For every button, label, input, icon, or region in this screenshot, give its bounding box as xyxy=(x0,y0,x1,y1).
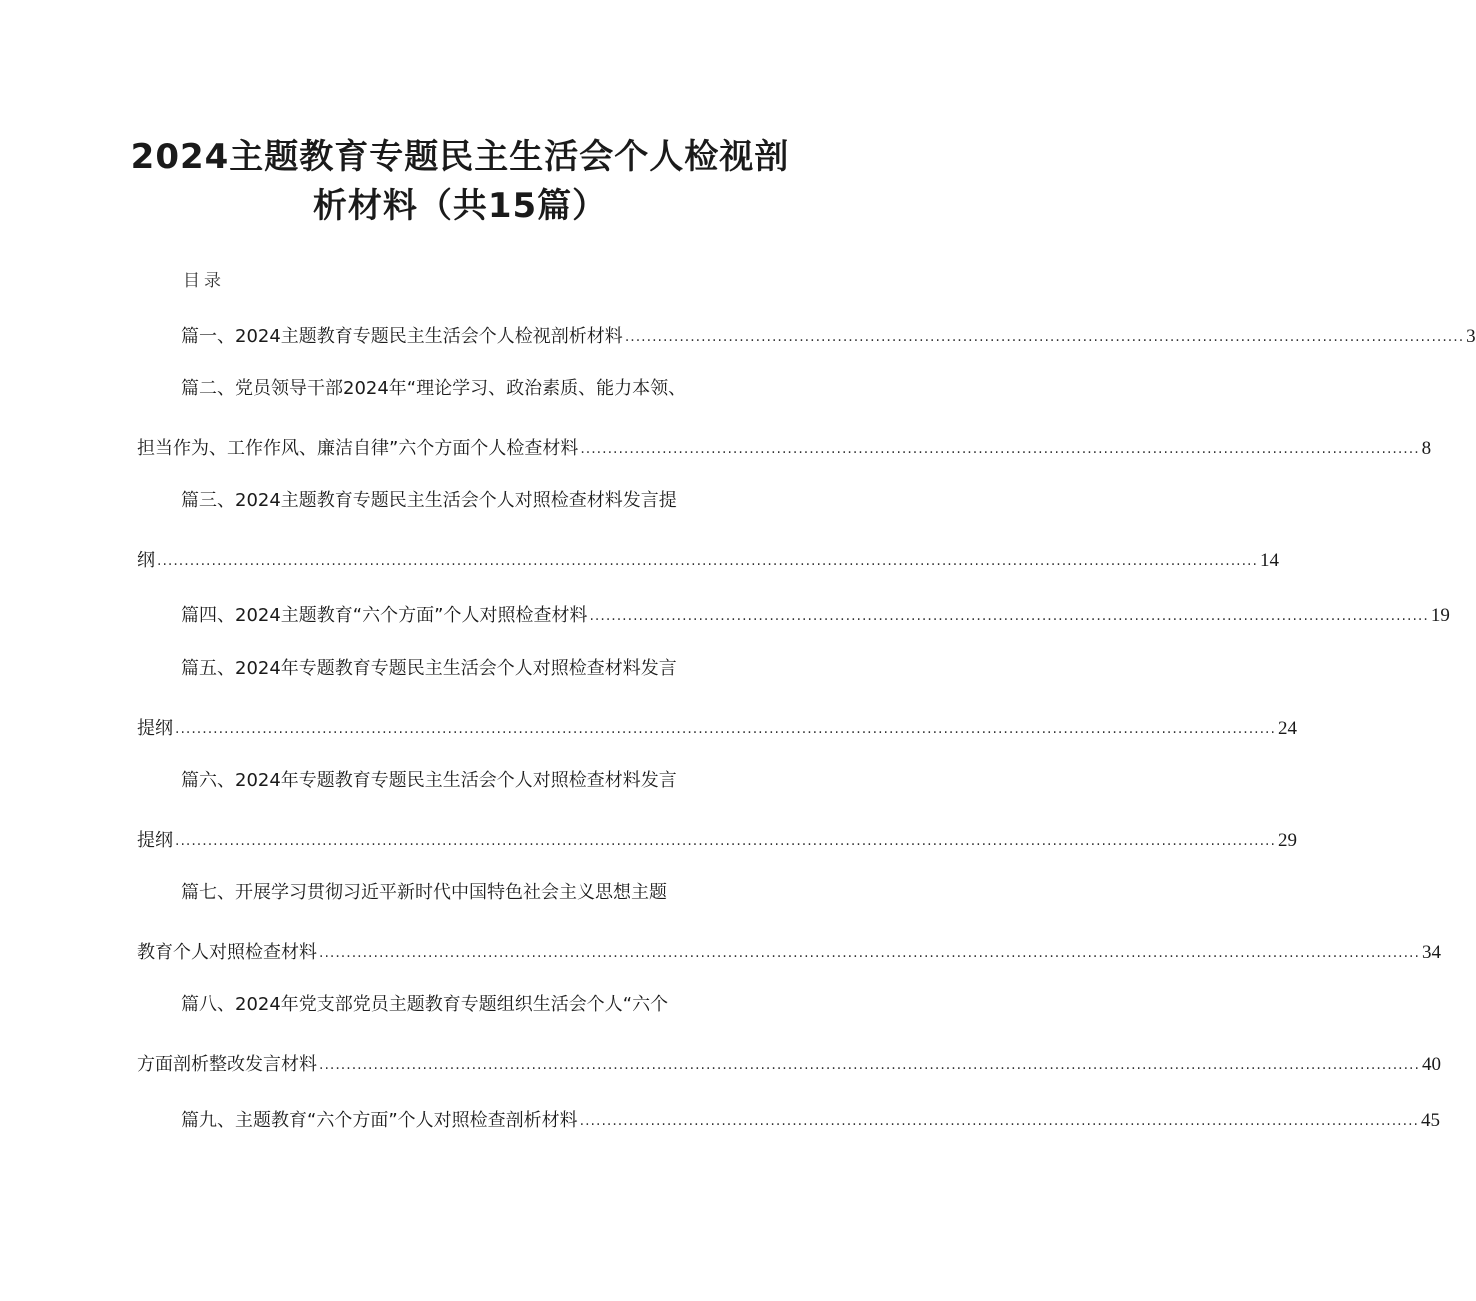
toc-page-number: 40 xyxy=(1421,1054,1441,1075)
toc-entry-text: 篇一、2024主题教育专题民主生活会个人检视剖析材料 xyxy=(181,326,623,347)
toc-leader-dots: .......................................................................................................................................................... xyxy=(580,441,1420,457)
toc-leader-dots: .......................................................................................................................................................................................................... xyxy=(175,721,1276,737)
document-title-line-1: 2024主题教育专题民主生活会个人检视剖 xyxy=(130,137,790,177)
toc-entry-4[interactable] xyxy=(181,597,1450,627)
toc-entry-5[interactable] xyxy=(137,710,1297,740)
toc-entry-text: 篇九、主题教育“六个方面”个人对照检查剖析材料 xyxy=(181,1110,578,1131)
toc-page-number: 8 xyxy=(1421,438,1432,459)
toc-leader-dots: .......................................................................................................................................................... xyxy=(589,608,1429,624)
toc-entry-text: 提纲 xyxy=(137,718,173,739)
toc-page-number: 3 xyxy=(1466,326,1476,347)
toc-entry-text: 教育个人对照检查材料 xyxy=(137,942,317,963)
toc-entry-8-line-1[interactable]: 篇八、2024年党支部党员主题教育专题组织生活会个人“六个 xyxy=(181,994,669,1015)
toc-entry-text: 方面剖析整改发言材料 xyxy=(137,1054,317,1075)
toc-entry-8[interactable] xyxy=(137,1046,1441,1076)
toc-entry-7-line-1[interactable]: 篇七、开展学习贯彻习近平新时代中国特色社会主义思想主题 xyxy=(181,882,667,903)
toc-leader-dots: .......................................................................................................................................................................................................... xyxy=(319,945,1420,961)
toc-entry-text: 提纲 xyxy=(137,830,173,851)
toc-page-number: 14 xyxy=(1259,550,1279,571)
toc-page-number: 45 xyxy=(1421,1110,1440,1131)
toc-entry-5-line-1[interactable]: 篇五、2024年专题教育专题民主生活会个人对照检查材料发言 xyxy=(181,658,677,679)
toc-entry-2[interactable] xyxy=(137,430,1432,460)
toc-entry-3[interactable] xyxy=(137,542,1279,572)
toc-leader-dots: .......................................................................................................................................................... xyxy=(579,1113,1419,1129)
toc-entry-text: 纲 xyxy=(137,550,155,571)
toc-entry-7[interactable] xyxy=(137,934,1441,964)
toc-entry-1[interactable] xyxy=(181,318,1476,348)
toc-page-number: 19 xyxy=(1430,605,1450,626)
toc-page-number: 34 xyxy=(1421,942,1441,963)
toc-page-number: 29 xyxy=(1277,830,1297,851)
toc-leader-dots: .......................................................................................................................................................... xyxy=(624,329,1465,345)
toc-heading: 目录 xyxy=(183,271,225,291)
toc-entry-9[interactable] xyxy=(181,1102,1440,1132)
toc-page-number: 24 xyxy=(1277,718,1297,739)
toc-entry-3-line-1[interactable]: 篇三、2024主题教育专题民主生活会个人对照检查材料发言提 xyxy=(181,490,677,511)
toc-entry-6[interactable] xyxy=(137,822,1297,852)
toc-leader-dots: .......................................................................................................................................................................................................... xyxy=(319,1057,1420,1073)
toc-leader-dots: .......................................................................................................................................................................................................... xyxy=(157,553,1258,569)
document-title-line-2: 析材料（共15篇） xyxy=(312,186,608,226)
toc-leader-dots: .......................................................................................................................................................................................................... xyxy=(175,833,1276,849)
toc-entry-text: 担当作为、工作作风、廉洁自律”六个方面个人检查材料 xyxy=(137,438,579,459)
toc-entry-2-line-1[interactable]: 篇二、党员领导干部2024年“理论学习、政治素质、能力本领、 xyxy=(181,378,687,399)
toc-entry-text: 篇四、2024主题教育“六个方面”个人对照检查材料 xyxy=(181,605,588,626)
toc-entry-6-line-1[interactable]: 篇六、2024年专题教育专题民主生活会个人对照检查材料发言 xyxy=(181,770,677,791)
